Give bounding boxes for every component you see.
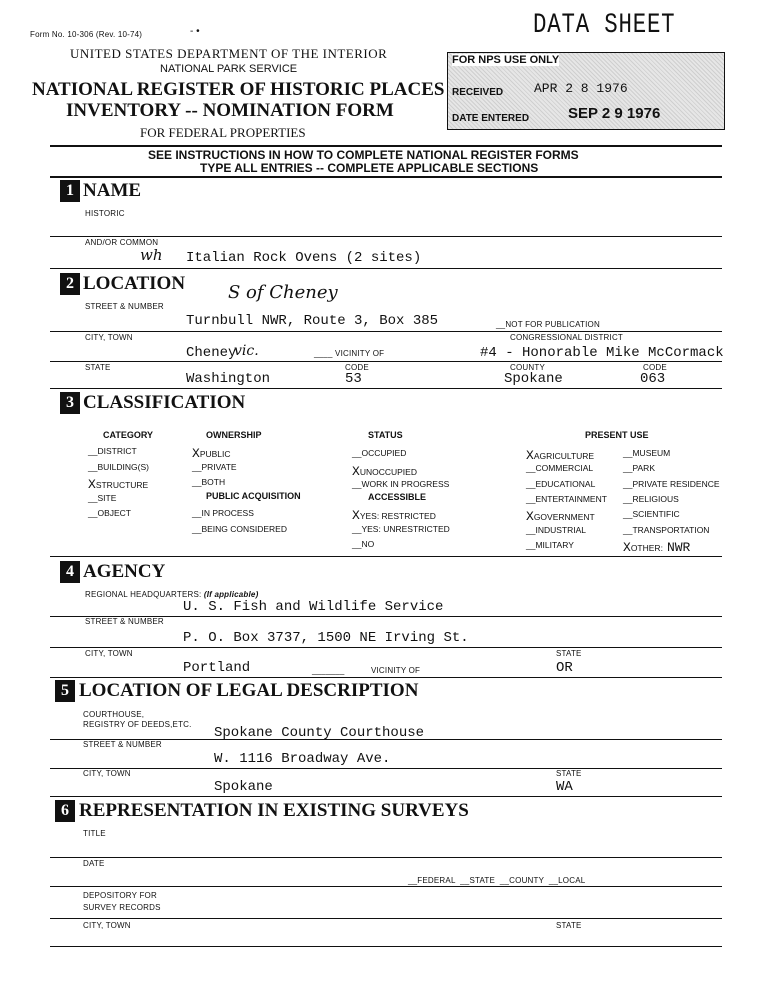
blank-mark: __ [88,508,98,518]
rule [50,331,722,332]
checklist-label: TRANSPORTATION [632,524,710,535]
checklist-item [526,463,593,473]
nps-use-box [447,52,725,130]
section-title-location: LOCATION [83,273,186,294]
rule [50,556,722,557]
rule [50,857,722,858]
blank-mark: __ [623,509,633,520]
rule [50,145,722,147]
street-label: STREET & NUMBER [83,740,162,749]
checklist-item [623,448,670,458]
section-number: 2 [60,273,80,295]
accessible-heading: ACCESSIBLE [368,492,427,502]
state-label: STATE [556,769,582,778]
checklist-label: SCIENTIFIC [632,509,680,520]
stray-mark: - • [190,26,200,37]
section-number: 3 [60,392,80,414]
checklist-label: BEING CONSIDERED [201,523,287,534]
county-code-value: 063 [640,371,666,387]
status-heading: STATUS [368,430,403,440]
checklist-label: MUSEUM [632,448,671,458]
checklist-label: NO [361,539,375,549]
checklist-item [352,508,436,523]
blank-mark: __ [352,479,362,489]
checklist-label: AGRICULTURE [533,451,595,461]
date-label: DATE [83,859,105,868]
depository-label-2: SURVEY RECORDS [83,903,161,912]
checklist-label: GOVERNMENT [533,512,595,523]
department-line: UNITED STATES DEPARTMENT OF THE INTERIOR [70,46,388,61]
checklist-label: RELIGIOUS [632,493,679,504]
congress-value: #4 - Honorable Mike McCormack [480,345,724,361]
section-title-classification: CLASSIFICATION [83,392,246,413]
rule [50,388,722,389]
blank-mark: __ [623,463,633,474]
handwritten-note: S of Cheney [228,282,338,303]
checklist-item [192,524,287,534]
checked-mark: X [352,508,360,523]
blank-mark: __ [352,448,362,458]
checklist-label: WORK IN PROGRESS [361,479,450,489]
section-title-legal-description: LOCATION OF LEGAL DESCRIPTION [79,680,419,701]
section-title-surveys: REPRESENTATION IN EXISTING SURVEYS [79,800,469,821]
section-number: 5 [55,680,75,702]
historic-label: HISTORIC [85,209,125,218]
checklist-label: SITE [97,492,117,503]
acquisition-heading: PUBLIC ACQUISITION [206,491,301,501]
not-for-publication: __NOT FOR PUBLICATION [496,320,600,329]
checklist-label: INDUSTRIAL [535,524,587,535]
received-value: APR 2 8 1976 [534,81,628,96]
checklist-item [192,508,254,518]
rule [50,677,722,678]
street-value: Turnbull NWR, Route 3, Box 385 [186,313,439,329]
city-value: Portland [183,660,251,676]
code-value: 53 [345,371,362,387]
checklist-item [352,524,450,534]
form-number: Form No. 10-306 (Rev. 10-74) [30,30,143,39]
blank-mark: __ [526,524,536,535]
blank-mark: __ [526,478,536,489]
checklist-item [526,540,574,550]
checklist-item [623,509,680,519]
rule [50,768,722,769]
city-label: CITY, TOWN [85,649,133,658]
checklist-label: MILITARY [535,539,574,550]
street-value: W. 1116 Broadway Ave. [214,751,391,767]
blank-mark: __ [192,461,202,472]
checklist-item [526,479,595,489]
checklist-label: PRIVATE RESIDENCE [632,478,720,489]
code-label: CODE [345,363,369,372]
blank-mark: __ [623,524,633,535]
checklist-item [623,540,690,555]
blank-mark: __ [192,508,202,518]
city-value: Spokane [214,779,273,795]
checked-mark: X [526,448,534,463]
rule [50,647,722,648]
checklist-label: PARK [632,463,655,474]
state-value: Washington [186,371,271,387]
data-sheet-stamp: DATA SHEET [533,10,676,41]
street-label: STREET & NUMBER [85,617,164,626]
checklist-item [88,493,116,503]
state-label: STATE [85,363,111,372]
county-label: COUNTY [510,363,545,372]
blank-mark: __ [623,493,633,504]
blank-mark: __ [352,539,362,549]
state-label: STATE [556,649,582,658]
checklist-label: ENTERTAINMENT [535,493,607,504]
checked-mark: X [192,446,200,461]
category-heading: CATEGORY [103,430,154,440]
survey-levels: __FEDERAL __STATE __COUNTY __LOCAL [408,876,586,885]
state-label: STATE [556,921,582,930]
blank-mark: __ [623,478,633,489]
checklist-item [192,477,225,487]
instructions-line1: SEE INSTRUCTIONS IN HOW TO COMPLETE NATIONAL REGISTER FORMS [148,148,579,162]
checklist-label: BOTH [201,477,226,487]
checklist-label: OBJECT [97,508,131,518]
blank-mark: __ [192,477,202,487]
form-title-line1: NATIONAL REGISTER OF HISTORIC PLACES [32,79,445,100]
rule [50,946,722,947]
checklist-label: PRIVATE [201,461,237,472]
state-value: OR [556,660,573,676]
rule [50,176,722,178]
street-value: P. O. Box 3737, 1500 NE Irving St. [183,630,469,646]
checklist-item [88,477,148,492]
checklist-item [352,539,374,549]
title-label: TITLE [83,829,106,838]
checklist-label: DISTRICT [97,446,137,456]
section-title-name: NAME [83,180,142,201]
county-code-label: CODE [643,363,667,372]
courthouse-label-2: REGISTRY OF DEEDS,ETC. [83,720,192,729]
rule [50,361,722,362]
date-entered-value: SEP 2 9 1976 [568,105,661,122]
checklist-label: PUBLIC [199,449,231,459]
blank-mark: __ [88,461,98,472]
city-label: CITY, TOWN [83,921,131,930]
form-title-line2: INVENTORY -- NOMINATION FORM [66,100,394,121]
checklist-item [192,462,237,472]
checklist-extra-value: NWR [666,539,691,555]
checklist-label: OCCUPIED [361,448,407,458]
checklist-label: YES: RESTRICTED [359,511,436,521]
checklist-item [526,494,607,504]
vicinity-label: _______ VICINITY OF [312,666,421,675]
blank-mark: __ [526,493,536,504]
street-label: STREET & NUMBER [85,302,164,311]
congress-label: CONGRESSIONAL DISTRICT [510,333,624,342]
checklist-label: BUILDING(S) [97,461,149,472]
form-subtitle: FOR FEDERAL PROPERTIES [140,125,306,140]
checklist-item [623,525,709,535]
rule [50,918,722,919]
section-number: 6 [55,800,75,822]
ownership-heading: OWNERSHIP [206,430,262,440]
checklist-item [623,479,720,489]
city-value: Cheney [186,345,237,361]
instructions-line2: TYPE ALL ENTRIES -- COMPLETE APPLICABLE SECTIONS [200,161,539,175]
common-label: AND/OR COMMON [85,238,159,247]
blank-mark: __ [526,539,536,550]
blank-mark: __ [352,523,362,534]
checklist-item [88,508,131,518]
checklist-item [526,448,594,463]
nps-use-label: FOR NPS USE ONLY [452,54,560,66]
city-label: CITY, TOWN [85,333,133,342]
checklist-label: UNOCCUPIED [359,466,417,477]
city-label: CITY, TOWN [83,769,131,778]
checklist-label: OTHER: [630,542,663,553]
blank-mark: __ [192,523,202,534]
blank-mark: __ [88,492,98,503]
checklist-item [88,462,149,472]
checked-mark: X [352,463,360,479]
checked-mark: X [623,539,631,555]
rule [50,268,722,269]
service-line: NATIONAL PARK SERVICE [160,63,298,75]
checklist-label: COMMERCIAL [535,463,594,474]
checklist-item [526,509,595,524]
checklist-label: IN PROCESS [201,508,254,518]
handwritten-mark: wh [140,246,163,264]
county-value: Spokane [504,371,563,387]
blank-mark: __ [526,463,536,474]
checked-mark: X [88,477,96,492]
section-number: 4 [60,561,80,583]
rule [50,236,722,237]
checklist-label: STRUCTURE [95,480,149,490]
blank-mark: __ [88,446,98,456]
section-title-agency: AGENCY [83,561,166,582]
checklist-label: YES: UNRESTRICTED [361,523,450,534]
checklist-item [352,448,406,458]
checklist-item [352,464,417,479]
checklist-item [192,446,231,461]
present-use-heading: PRESENT USE [585,430,649,440]
received-label: RECEIVED [452,87,504,98]
date-entered-label: DATE ENTERED [452,113,530,124]
checklist-item [88,446,137,456]
checklist-label: EDUCATIONAL [535,478,596,489]
vicinity-label: ____ VICINITY OF [314,349,385,358]
rule [50,796,722,797]
hq-value: U. S. Fish and Wildlife Service [183,599,444,615]
section-number: 1 [60,180,80,202]
city-handwritten: vic. [234,343,259,359]
checklist-item [352,479,449,489]
blank-mark: __ [623,448,633,458]
checklist-item [623,494,679,504]
checked-mark: X [526,509,534,525]
common-name-value: Italian Rock Ovens (2 sites) [186,250,422,266]
depository-label-1: DEPOSITORY FOR [83,891,157,900]
rule [50,886,722,887]
courthouse-label-1: COURTHOUSE, [83,710,145,719]
hq-label: REGIONAL HEADQUARTERS: (If applicable) [85,590,259,599]
checklist-item [623,463,655,473]
courthouse-value: Spokane County Courthouse [214,725,425,741]
checklist-item [526,525,586,535]
state-value: WA [556,779,573,795]
